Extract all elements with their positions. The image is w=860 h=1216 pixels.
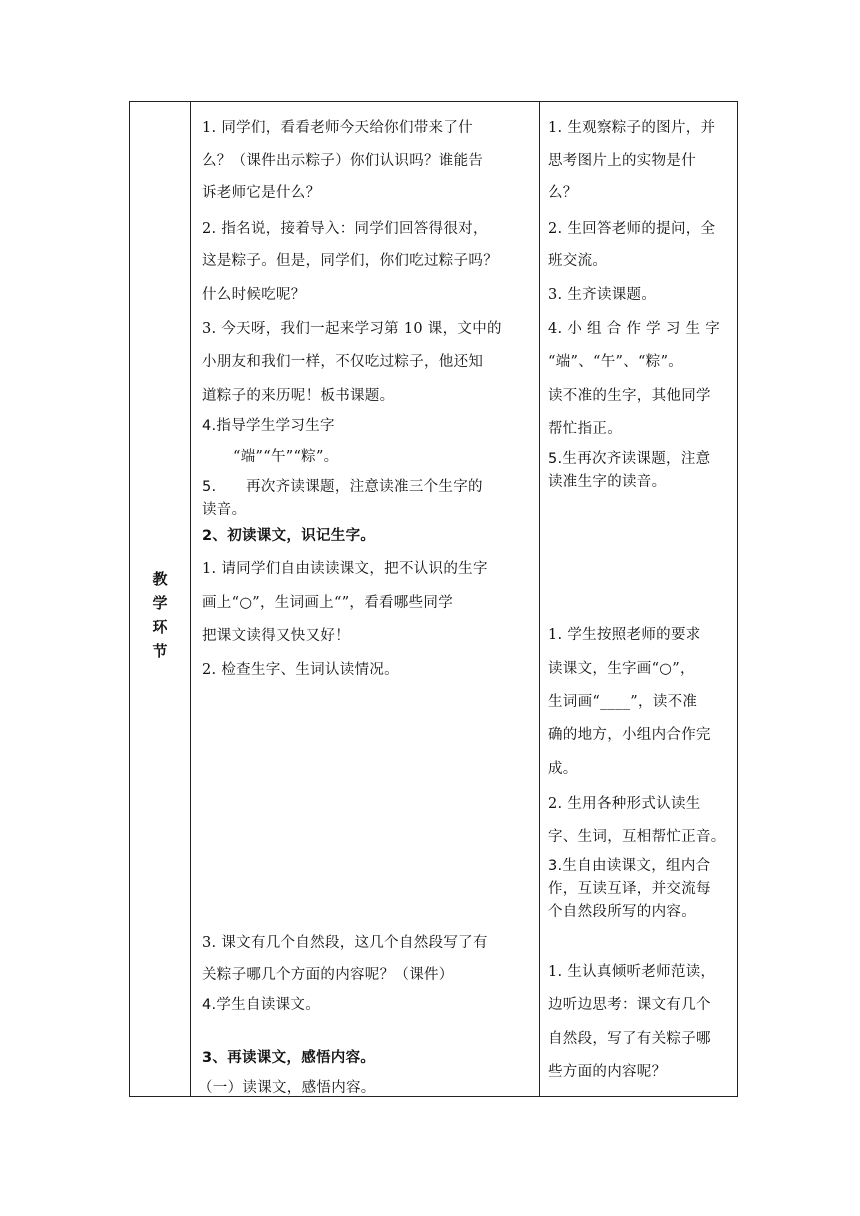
student-text-line: 班交流。 bbox=[548, 253, 608, 269]
teacher-text-line: 4.指导学生学习生字 bbox=[202, 418, 335, 434]
student-text-line: 作，互读互译，并交流每 bbox=[548, 881, 711, 897]
student-text-line: 边听边思考：课文有几个 bbox=[548, 997, 711, 1013]
student-text-line: 些方面的内容呢？ bbox=[548, 1064, 667, 1080]
teacher-text-line: 3. 课文有几个自然段，这几个自然段写了有 bbox=[202, 935, 488, 951]
teacher-text-line: 1. 同学们，看看老师今天给你们带来了什 bbox=[202, 120, 473, 136]
section-label-char: 环 bbox=[152, 618, 168, 636]
student-text-line: 字、生词，互相帮忙正音。 bbox=[548, 829, 726, 845]
teacher-text-line: 读音。 bbox=[202, 502, 247, 518]
student-text-line: 生词画“____”，读不准 bbox=[548, 694, 698, 710]
student-text-line: 3. 生齐读课题。 bbox=[548, 287, 657, 303]
student-text-line: 个自然段所写的内容。 bbox=[548, 904, 696, 920]
teacher-text-line: “端”“午”“粽”。 bbox=[233, 449, 339, 465]
section-label-char: 教 bbox=[152, 570, 168, 588]
section-label-char: 节 bbox=[152, 642, 168, 660]
student-text-line: 1. 学生按照老师的要求 bbox=[548, 627, 701, 643]
student-text-line: 3.生自由读课文，组内合 bbox=[548, 858, 711, 874]
student-text-line: 帮忙指正。 bbox=[548, 421, 622, 437]
teacher-text-line: 4.学生自读课文。 bbox=[202, 997, 321, 1013]
teacher-text-line: （一）读课文，感悟内容。 bbox=[198, 1080, 376, 1096]
teacher-text-line: 5. 再次齐读课题，注意读准三个生字的 bbox=[202, 479, 483, 495]
teacher-text-line: 这是粽子。但是，同学们，你们吃过粽子吗？ bbox=[202, 253, 498, 269]
student-text-line: 读不准的生字，其他同学 bbox=[548, 388, 711, 404]
section-label-char: 学 bbox=[152, 594, 168, 612]
student-text-line: 2. 生回答老师的提问，全 bbox=[548, 221, 716, 237]
column-divider-left bbox=[190, 102, 191, 1096]
student-text-line: 自然段，写了有关粽子哪 bbox=[548, 1031, 711, 1047]
teacher-text-line: 诉老师它是什么？ bbox=[202, 185, 321, 201]
lesson-table bbox=[129, 101, 738, 1097]
student-text-line: 5.生再次齐读课题，注意 bbox=[548, 451, 711, 467]
teacher-text-line: 2. 检查生字、生词认读情况。 bbox=[202, 662, 399, 678]
student-text-line: 么？ bbox=[548, 185, 578, 201]
student-text-line: 读课文，生字画“○”， bbox=[548, 661, 695, 677]
teacher-text-line: 1. 请同学们自由读读课文，把不认识的生字 bbox=[202, 561, 488, 577]
student-text-line: 读准生字的读音。 bbox=[548, 474, 667, 490]
student-text-line: 2. 生用各种形式认读生 bbox=[548, 796, 701, 812]
student-text-line: 成。 bbox=[548, 761, 578, 777]
teacher-text-line: 把课文读得又快又好！ bbox=[202, 628, 350, 644]
student-text-line: 思考图片上的实物是什 bbox=[548, 153, 696, 169]
teacher-text-line: 3. 今天呀，我们一起来学习第 10 课，文中的 bbox=[202, 321, 502, 337]
section-heading: 2、初读课文，识记生字。 bbox=[202, 528, 376, 544]
student-text-line: 4. 小 组 合 作 学 习 生 字 bbox=[548, 321, 721, 337]
student-text-line: 1. 生认真倾听老师范读， bbox=[548, 964, 716, 980]
student-text-line: 1. 生观察粽子的图片，并 bbox=[548, 120, 716, 136]
teacher-text-line: 道粽子的来历呢！板书课题。 bbox=[202, 388, 395, 404]
teacher-text-line: 2. 指名说，接着导入：同学们回答得很对， bbox=[202, 221, 488, 237]
student-text-line: 确的地方，小组内合作完 bbox=[548, 727, 711, 743]
student-text-line: “端”、“午”、“粽”。 bbox=[548, 354, 684, 370]
teacher-text-line: 关粽子哪几个方面的内容呢？（课件） bbox=[202, 967, 454, 983]
column-divider-right bbox=[539, 102, 540, 1096]
section-label bbox=[130, 567, 190, 663]
teacher-text-line: 画上“○”，生词画上“”，看看哪些同学 bbox=[202, 595, 454, 611]
teacher-text-line: 么？（课件出示粽子）你们认识吗？谁能告 bbox=[202, 153, 484, 169]
teacher-text-line: 什么时候吃呢？ bbox=[202, 287, 306, 303]
teacher-text-line: 小朋友和我们一样，不仅吃过粽子，他还知 bbox=[202, 354, 484, 370]
section-heading: 3、再读课文，感悟内容。 bbox=[202, 1050, 376, 1066]
